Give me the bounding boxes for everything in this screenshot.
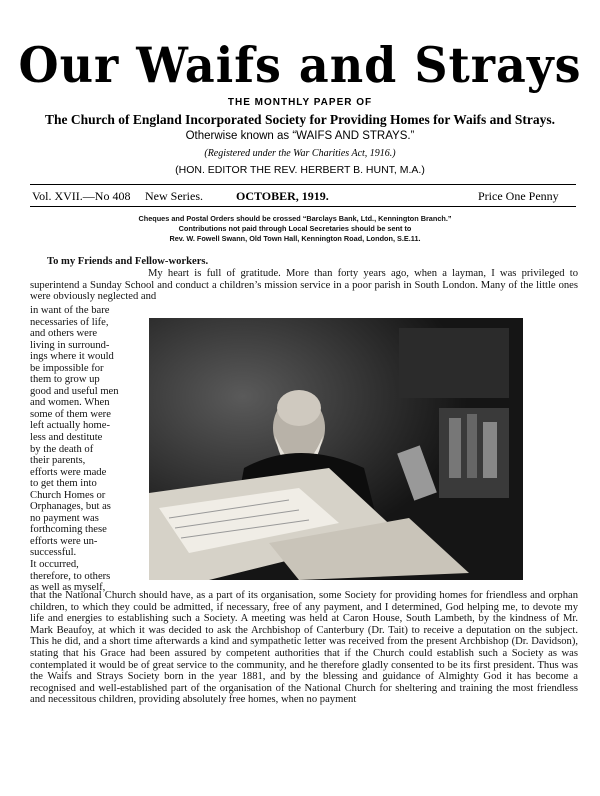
bottom-rule xyxy=(30,206,576,207)
column-line: less and destitute xyxy=(30,432,103,444)
portrait-photo xyxy=(149,318,523,580)
column-line: forthcoming these xyxy=(30,524,107,536)
article-paragraph-1 xyxy=(30,268,578,303)
article-paragraph-2: that the National Church should have, as a part of its organisation, some Society for providing homes for friendless and orphan children, to which they could be admitted, if necessary, free of any payment, and I determined, God helping me, to devote my life and energies to establishing such a Society. A meeting was held at Caron House, South Lambeth, by the kindness of Mr. Mark Beaufoy, at which it was decided to ask the Archbishop of Canterbury (Dr. Tait) to receive a deputation on the subject. This he did, and a short time afterwards a kind and sympathetic letter was received from the present Archbishop (Dr. Davidson), stating that his Grace had been assured by competent authorities that if the Church could establish such a Society as was contemplated it would be of great service to the community, and he therefore gladly consented to be its first president. Thus was the Waifs and Strays Society born in the year 1881, and by the blessing and guidance of Almighty God it has become a recognised and well-established part of the organisation of the National Church for sheltering and training the most friendless and necessitous children, providing absolutely free homes, when no payment xyxy=(30,590,578,706)
narrow-column-text xyxy=(30,305,144,594)
otherwise-known-line: Otherwise known as “WAIFS AND STRAYS.” xyxy=(185,130,415,142)
column-line: by the death of xyxy=(30,443,94,455)
column-line: successful. xyxy=(30,547,77,559)
column-line: efforts were made xyxy=(30,466,107,478)
top-rule xyxy=(30,184,576,185)
column-line: in want of the bare xyxy=(30,305,110,316)
price-label: Price One Penny xyxy=(478,189,559,203)
column-line: therefore, to others xyxy=(30,570,111,582)
column-line: Church Homes or xyxy=(30,489,106,501)
column-line: ings where it would xyxy=(30,351,114,363)
editor-line: (HON. EDITOR THE REV. HERBERT B. HUNT, M.A.) xyxy=(175,164,425,176)
registration-line: (Registered under the War Charities Act, 1916.) xyxy=(204,148,396,159)
column-line: good and useful men xyxy=(30,385,119,397)
portrait-photo-image xyxy=(149,318,523,580)
volume-number: Vol. XVII.—No 408 xyxy=(32,189,131,203)
column-line: efforts were un- xyxy=(30,535,98,547)
society-name: The Church of England Incorporated Society for Providing Homes for Waifs and Strays. xyxy=(45,112,555,127)
series-label: New Series. xyxy=(145,189,203,203)
greeting: To my Friends and Fellow-workers. xyxy=(47,256,209,267)
column-line: necessaries of life, xyxy=(30,316,109,328)
notice-line-2: Contributions not paid through Local Secretaries should be sent to xyxy=(178,224,412,233)
column-line: no payment was xyxy=(30,512,99,524)
column-line: some of them were xyxy=(30,408,111,420)
issue-date: OCTOBER, 1919. xyxy=(236,189,329,203)
column-line: left actually home- xyxy=(30,420,111,432)
notice-line-3: Rev. W. Fowell Swann, Old Town Hall, Kennington Road, London, S.E.11. xyxy=(169,234,421,243)
column-line: them to grow up xyxy=(30,374,100,386)
masthead-tagline: THE MONTHLY PAPER OF xyxy=(227,97,373,108)
masthead-title: Our Waifs and Strays xyxy=(18,36,582,94)
column-line: and women. When xyxy=(30,397,110,409)
column-line: be impossible for xyxy=(30,362,104,374)
column-line: living in surround- xyxy=(30,339,110,351)
article-paragraph-1-text: My heart is full of gratitude. More than forty years ago, when a layman, I was privileged to superintend a Sunday School and conduct a children’s mission service in a poor parish in South London. Many of the little ones were obviously neglected and xyxy=(30,268,578,303)
column-line: as well as myself, xyxy=(30,582,106,594)
column-line: It occurred, xyxy=(30,559,79,571)
column-line: and others were xyxy=(30,328,98,340)
column-line: Orphanages, but as xyxy=(30,501,111,513)
notice-line-1: Cheques and Postal Orders should be crossed “Barclays Bank, Ltd., Kennington Branch.” xyxy=(138,214,452,223)
column-line: their parents, xyxy=(30,455,86,467)
column-line: to get them into xyxy=(30,478,97,490)
